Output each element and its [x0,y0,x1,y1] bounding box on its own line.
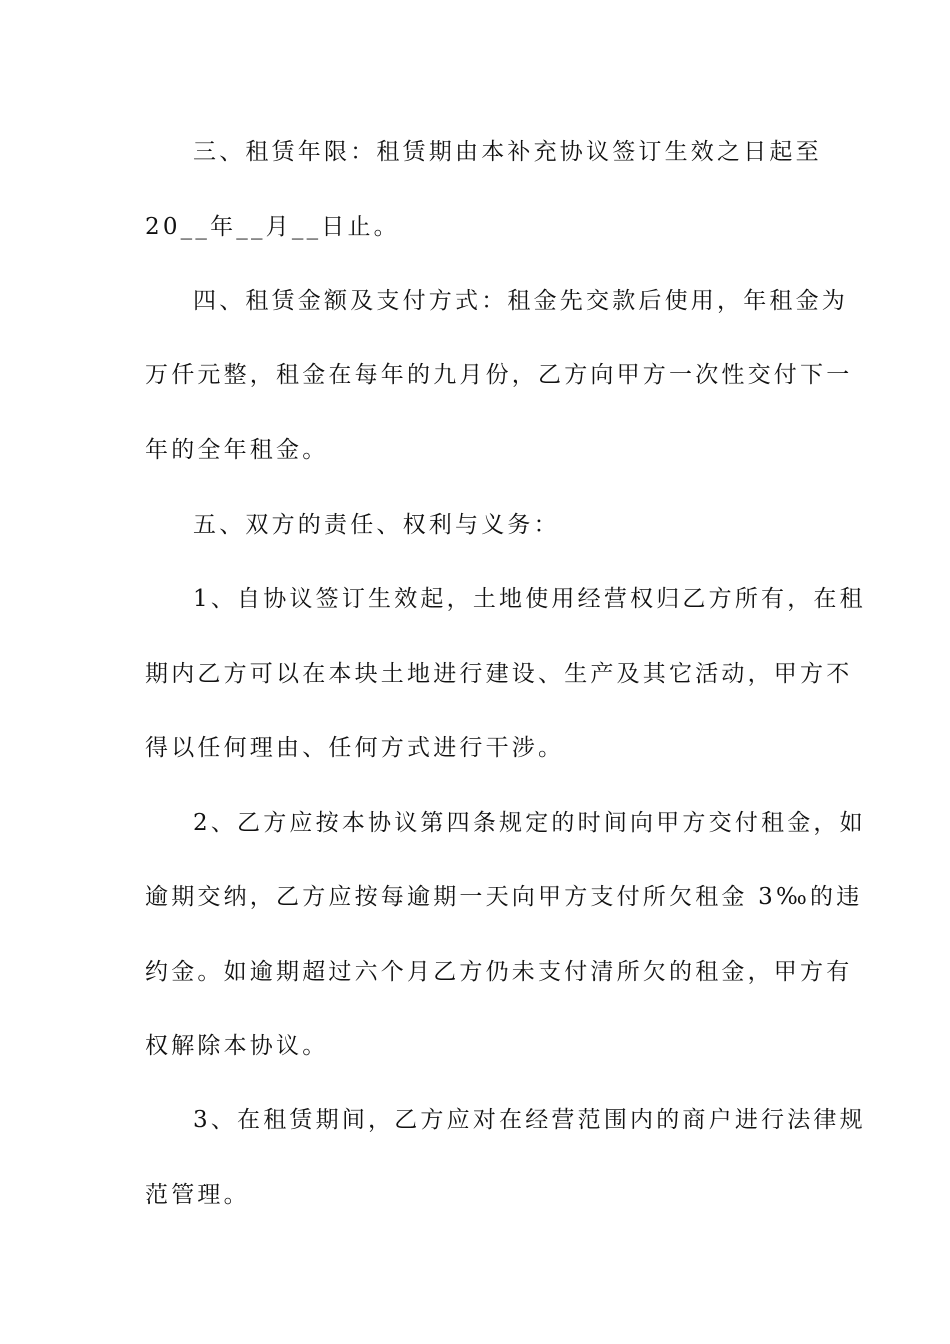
item-3-line-2: 范管理。 [145,1182,250,1208]
item-3-line-1: 3、在租赁期间，乙方应对在经营范围内的商户进行法律规 [193,1107,866,1133]
item-1-line-2: 期内乙方可以在本块土地进行建设、生产及其它活动，甲方不 [145,661,853,687]
clause-5-heading: 五、双方的责任、权利与义务： [193,512,560,538]
clause-3-line-2: 20__年__月__日止。 [145,214,400,240]
clause-3-line-1: 三、租赁年限：租赁期由本补充协议签订生效之日起至 [193,139,822,165]
item-2-line-1: 2、乙方应按本协议第四条规定的时间向甲方交付租金，如 [193,810,866,836]
item-1-line-1: 1、自协议签订生效起，土地使用经营权归乙方所有，在租 [193,586,866,612]
clause-4-line-1: 四、租赁金额及支付方式：租金先交款后使用，年租金为 [193,288,848,314]
clause-4-line-3: 年的全年租金。 [145,437,329,463]
item-2-line-3: 约金。如逾期超过六个月乙方仍未支付清所欠的租金，甲方有 [145,959,853,985]
item-1-line-3: 得以任何理由、任何方式进行干涉。 [145,735,565,761]
item-2-line-4: 权解除本协议。 [145,1033,329,1059]
item-2-line-2: 逾期交纳，乙方应按每逾期一天向甲方支付所欠租金 3‰的违 [145,884,863,910]
clause-4-line-2: 万仟元整，租金在每年的九月份，乙方向甲方一次性交付下一 [145,362,853,388]
